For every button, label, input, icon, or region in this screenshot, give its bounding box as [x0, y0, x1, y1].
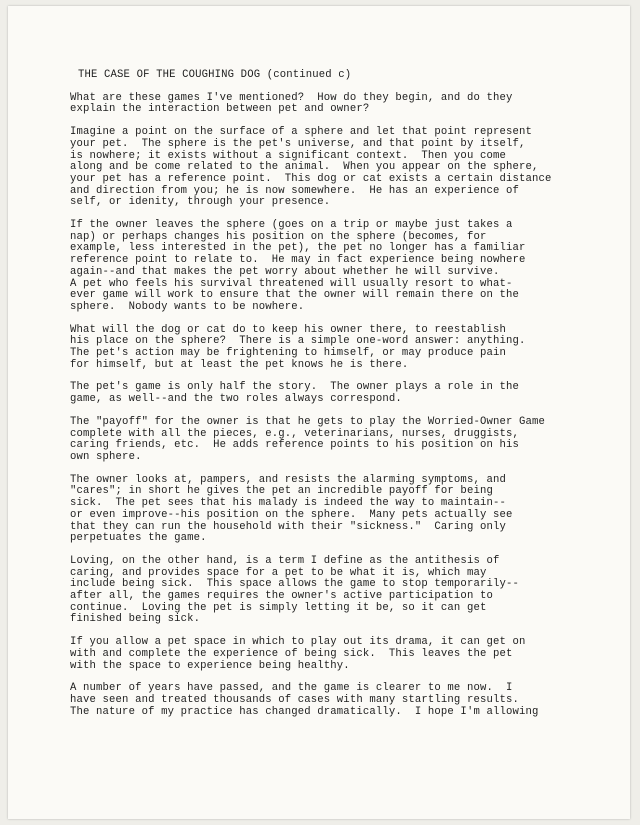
text-line: The pet's action may be frightening to himself, or may produce pain — [70, 347, 506, 360]
text-line: What are these games I've mentioned? How do they begin, and do they — [70, 91, 513, 104]
paragraph — [70, 475, 598, 545]
text-line: ever game will work to ensure that the owner will remain there on the — [70, 289, 520, 302]
text-line: have seen and treated thousands of cases with many startling results. — [70, 693, 520, 706]
paragraph — [70, 127, 598, 209]
text-line: that they can run the household with their "sickness." Caring only — [70, 520, 506, 533]
text-line: caring, and provides space for a pet to be what it is, which may — [70, 566, 487, 579]
text-line: Loving, on the other hand, is a term I define as the antithesis of — [70, 554, 500, 567]
paper-page — [8, 6, 630, 819]
text-line: game, as well--and the two roles always correspond. — [70, 393, 402, 406]
text-line: A pet who feels his survival threatened will usually resort to what- — [70, 277, 513, 290]
text-line: include being sick. This space allows the game to stop temporarily-- — [70, 578, 520, 591]
text-line: is nowhere; it exists without a significant context. Then you come — [70, 149, 506, 162]
text-line: continue. Loving the pet is simply letting it be, so it can get — [70, 601, 487, 614]
text-line: self, or idenity, through your presence. — [70, 196, 331, 209]
paragraph — [70, 417, 598, 464]
text-line: your pet. The sphere is the pet's universe, and that point by itself, — [70, 137, 526, 150]
text-line: "cares"; in short he gives the pet an incredible payoff for being — [70, 485, 493, 498]
text-line: If you allow a pet space in which to play out its drama, it can get on — [70, 636, 526, 649]
text-line: sphere. Nobody wants to be nowhere. — [70, 300, 305, 313]
text-line: own sphere. — [70, 450, 142, 463]
text-line: again--and that makes the pet worry about whether he will survive. — [70, 265, 500, 278]
text-line: The nature of my practice has changed dramatically. I hope I'm allowing — [70, 705, 539, 718]
text-line: with the space to experience being healthy. — [70, 659, 350, 672]
text-line: The owner looks at, pampers, and resists the alarming symptoms, and — [70, 473, 506, 486]
text-line: or even improve--his position on the sphere. Many pets actually see — [70, 508, 513, 521]
text-line: The "payoff" for the owner is that he gets to play the Worried-Owner Game — [70, 415, 546, 428]
text-line: after all, the games requires the owner's active participation to — [70, 590, 493, 603]
text-line: his place on the sphere? There is a simple one-word answer: anything. — [70, 335, 526, 348]
paragraph — [70, 325, 598, 372]
text-line: reference point to relate to. He may in fact experience being nowhere — [70, 254, 526, 267]
text-line: for himself, but at least the pet knows he is there. — [70, 358, 409, 371]
text-line: explain the interaction between pet and owner? — [70, 103, 370, 116]
document-title: THE CASE OF THE COUGHING DOG (continued c) — [78, 69, 352, 81]
text-line: Imagine a point on the surface of a sphere and let that point represent — [70, 126, 533, 139]
text-line: finished being sick. — [70, 613, 201, 626]
paragraph — [70, 556, 598, 626]
text-line: complete with all the pieces, e.g., veterinarians, nurses, druggists, — [70, 427, 520, 440]
paragraph — [70, 382, 598, 405]
text-line: perpetuates the game. — [70, 532, 207, 545]
text-line: and direction from you; he is now somewhere. He has an experience of — [70, 184, 520, 197]
text-line: example, less interested in the pet), the pet no longer has a familiar — [70, 242, 526, 255]
text-line: caring friends, etc. He adds reference points to his position on his — [70, 439, 520, 452]
text-line: your pet has a reference point. This dog or cat exists a certain distance — [70, 172, 552, 185]
text-line: A number of years have passed, and the game is clearer to me now. I — [70, 682, 513, 695]
text-line: with and complete the experience of being sick. This leaves the pet — [70, 647, 513, 660]
text-line: What will the dog or cat do to keep his owner there, to reestablish — [70, 323, 506, 336]
text-line: If the owner leaves the sphere (goes on a trip or maybe just takes a — [70, 219, 513, 232]
paragraph — [70, 93, 598, 116]
text-line: along and be come related to the animal. When you appear on the sphere, — [70, 161, 539, 174]
paragraph — [70, 220, 598, 314]
document-body — [70, 70, 598, 729]
text-line: nap) or perhaps changes his position on the sphere (becomes, for — [70, 230, 487, 243]
paragraph — [70, 683, 598, 718]
paragraph — [70, 637, 598, 672]
text-line: The pet's game is only half the story. The owner plays a role in the — [70, 381, 520, 394]
text-line: sick. The pet sees that his malady is indeed the way to maintain-- — [70, 497, 506, 510]
